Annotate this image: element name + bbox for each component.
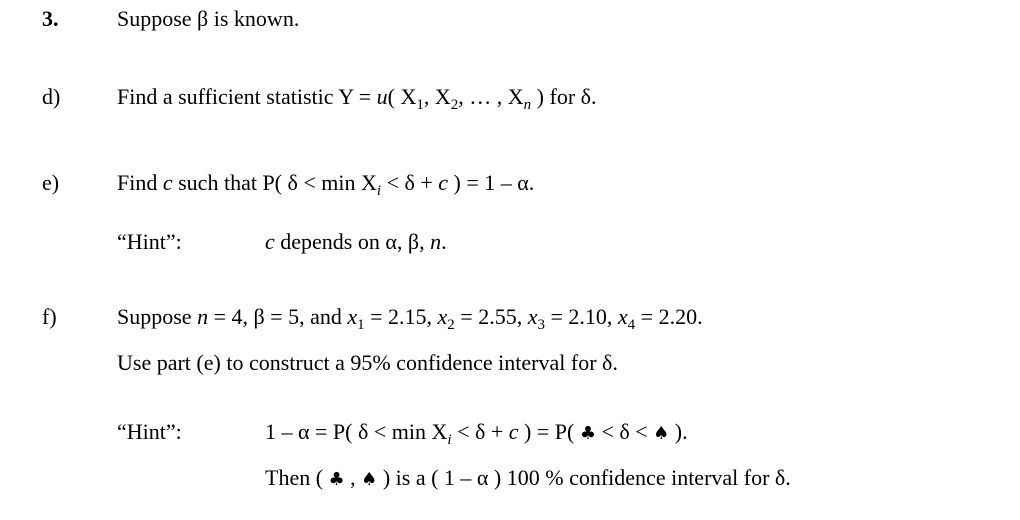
question-3-text: Suppose β is known. — [117, 6, 300, 31]
part-d — [0, 84, 1020, 116]
part-f-hint-line2 — [0, 465, 1020, 497]
part-f-hint-line1: 1 – α = P( $\delta < \min X_i < \delta + c$ ) = P( ♣ < δ < ♠ ). — [265, 419, 688, 448]
part-f-line1: Suppose n = 4, β = 5, and $x_1 = 2.15$, $x_2 = 2.55$, $x_3 = 2.10$, $x_4 = 2.20$. — [117, 304, 703, 333]
part-e-hint-text: c depends on α, β, n. — [265, 229, 447, 254]
part-d-text: Find a sufficient statistic Y = u( $X_1$, $X_2$, … , $X_n$ ) for δ. — [117, 84, 597, 113]
question-3 — [0, 6, 1020, 38]
part-e-text: Find c such that P( $\delta < \min X_i < \delta + c$ ) = 1 – α. — [117, 170, 535, 199]
part-e — [0, 170, 1020, 202]
part-f-label: f) — [42, 304, 57, 329]
club-icon: ♣ — [579, 423, 596, 444]
part-f-hint-line2-text: Then ( ♣ , ♠ ) is a ( 1 – α ) 100 % confidence interval for δ. — [265, 465, 791, 490]
part-d-label: d) — [42, 84, 61, 109]
part-e-hint — [0, 229, 1020, 261]
part-f — [0, 304, 1020, 336]
question-number: 3. — [42, 6, 59, 31]
part-f-line2 — [0, 350, 1020, 382]
part-f-hint — [0, 419, 1020, 451]
hint-label: “Hint”: — [117, 229, 182, 254]
spade-icon: ♠ — [361, 469, 378, 490]
hint-label: “Hint”: — [117, 419, 182, 444]
club-icon: ♣ — [328, 469, 345, 490]
part-e-label: e) — [42, 170, 60, 195]
part-f-line2-text: Use part (e) to construct a 95% confidence interval for δ. — [117, 350, 618, 375]
spade-icon: ♠ — [653, 423, 670, 444]
